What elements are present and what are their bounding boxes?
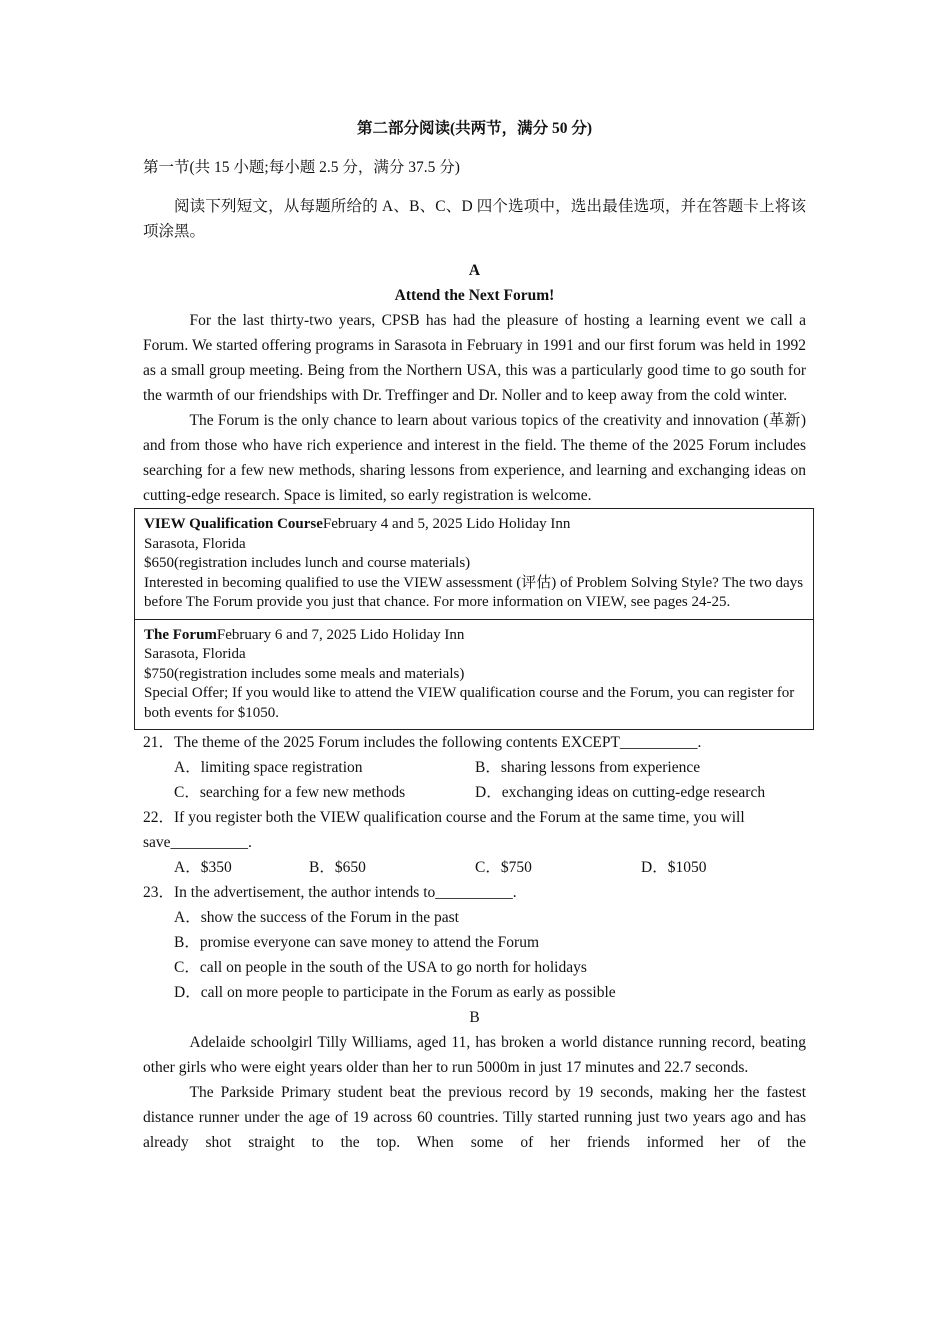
passage-b-paragraph: The Parkside Primary student beat the previous record by 19 seconds, making her the fastest distance runner under the age of 19 across 60 countries. Tilly started running just two years ago and has already shot straight to the top. When some of her friends informed her of the xyxy=(143,1084,806,1151)
part-title: 第二部分阅读(共两节，满分 50 分) xyxy=(356,120,593,137)
passage-a-paragraph: For the last thirty-two years, CPSB has had the pleasure of hosting a learning event we call a Forum. We started offering programs in Sarasota in February in 1991 and our first forum was held in 1992 as a small group meeting. Being from the Northern USA, this was a particularly good time to go south for the warmth of our friendships with Dr. Treffinger and Dr. Noller and to keep away from the cold winter. xyxy=(143,312,806,404)
event-city: Sarasota, Florida xyxy=(144,646,246,662)
option-b: B．promise everyone can save money to attend the Forum xyxy=(174,934,540,951)
question-21-options-row xyxy=(143,780,806,805)
event-name: The Forum xyxy=(144,626,217,643)
event-details: Interested in becoming qualified to use the VIEW assessment (评估) of Problem Solving Style? The two days before The Forum provide you just that chance. For more information on VIEW, see pages 24-25. xyxy=(144,574,804,610)
option-c: C．call on people in the south of the USA to go north for holidays xyxy=(174,959,587,976)
option-c: C．$750 xyxy=(475,859,532,876)
event-name: VIEW Qualification Course xyxy=(144,516,323,532)
event-view-course xyxy=(135,509,813,619)
question-21-stem: 21．The theme of the 2025 Forum includes the following contents EXCEPT__________. xyxy=(143,734,702,751)
event-date-venue: February 4 and 5, 2025 Lido Holiday Inn xyxy=(322,516,571,532)
event-city: Sarasota, Florida xyxy=(144,535,246,552)
question-22-stem-cont: save__________. xyxy=(143,834,252,851)
passage-a-title: Attend the Next Forum! xyxy=(394,287,555,304)
question-23-stem: 23．In the advertisement, the author intends to__________. xyxy=(143,884,517,901)
event-details: Special Offer; If you would like to attend the VIEW qualification course and the Forum, you can register for both events for $1050. xyxy=(144,685,795,721)
option-a: A．$350 xyxy=(174,859,232,876)
section-heading: 第一节(共 15 小题;每小题 2.5 分，满分 37.5 分) xyxy=(143,159,460,176)
events-table xyxy=(134,508,814,730)
passage-b-label: B xyxy=(469,1009,480,1026)
option-b: B．$650 xyxy=(309,859,366,876)
question-22-options-row xyxy=(143,855,806,880)
event-forum xyxy=(135,619,813,730)
option-d: D．$1050 xyxy=(641,859,707,876)
option-a: A．limiting space registration xyxy=(174,759,363,776)
option-a: A．show the success of the Forum in the past xyxy=(174,909,459,926)
passage-a-paragraph: The Forum is the only chance to learn about various topics of the creativity and innovation (革新) and from those who have rich experience and interest in the field. The theme of the 2025 Forum includes searching for a few new methods, sharing lessons from experience, and learning and exchanging ideas on cutting-edge research. Space is limited, so early registration is welcome. xyxy=(143,412,806,504)
event-price: $750(registration includes some meals and materials) xyxy=(144,665,465,682)
exam-page xyxy=(143,116,806,1155)
instructions: 阅读下列短文，从每题所给的 A、B、C、D 四个选项中，选出最佳选项，并在答题卡上将该项涂黑。 xyxy=(143,198,806,240)
event-date-venue: February 6 and 7, 2025 Lido Holiday Inn xyxy=(216,626,465,643)
option-b: B．sharing lessons from experience xyxy=(475,759,701,776)
passage-a-label: A xyxy=(468,262,481,279)
option-d: D．call on more people to participate in the Forum as early as possible xyxy=(174,984,616,1001)
event-price: $650(registration includes lunch and course materials) xyxy=(144,555,471,571)
question-22-stem: 22．If you register both the VIEW qualification course and the Forum at the same time, you will xyxy=(143,809,745,826)
option-c: C．searching for a few new methods xyxy=(174,784,406,801)
option-d: D．exchanging ideas on cutting-edge research xyxy=(475,784,766,801)
passage-b-paragraph: Adelaide schoolgirl Tilly Williams, aged 11, has broken a world distance running record, beating other girls who were eight years older than her to run 5000m in just 17 minutes and 22.7 seconds. xyxy=(143,1034,806,1076)
question-21-options-row xyxy=(143,755,806,780)
